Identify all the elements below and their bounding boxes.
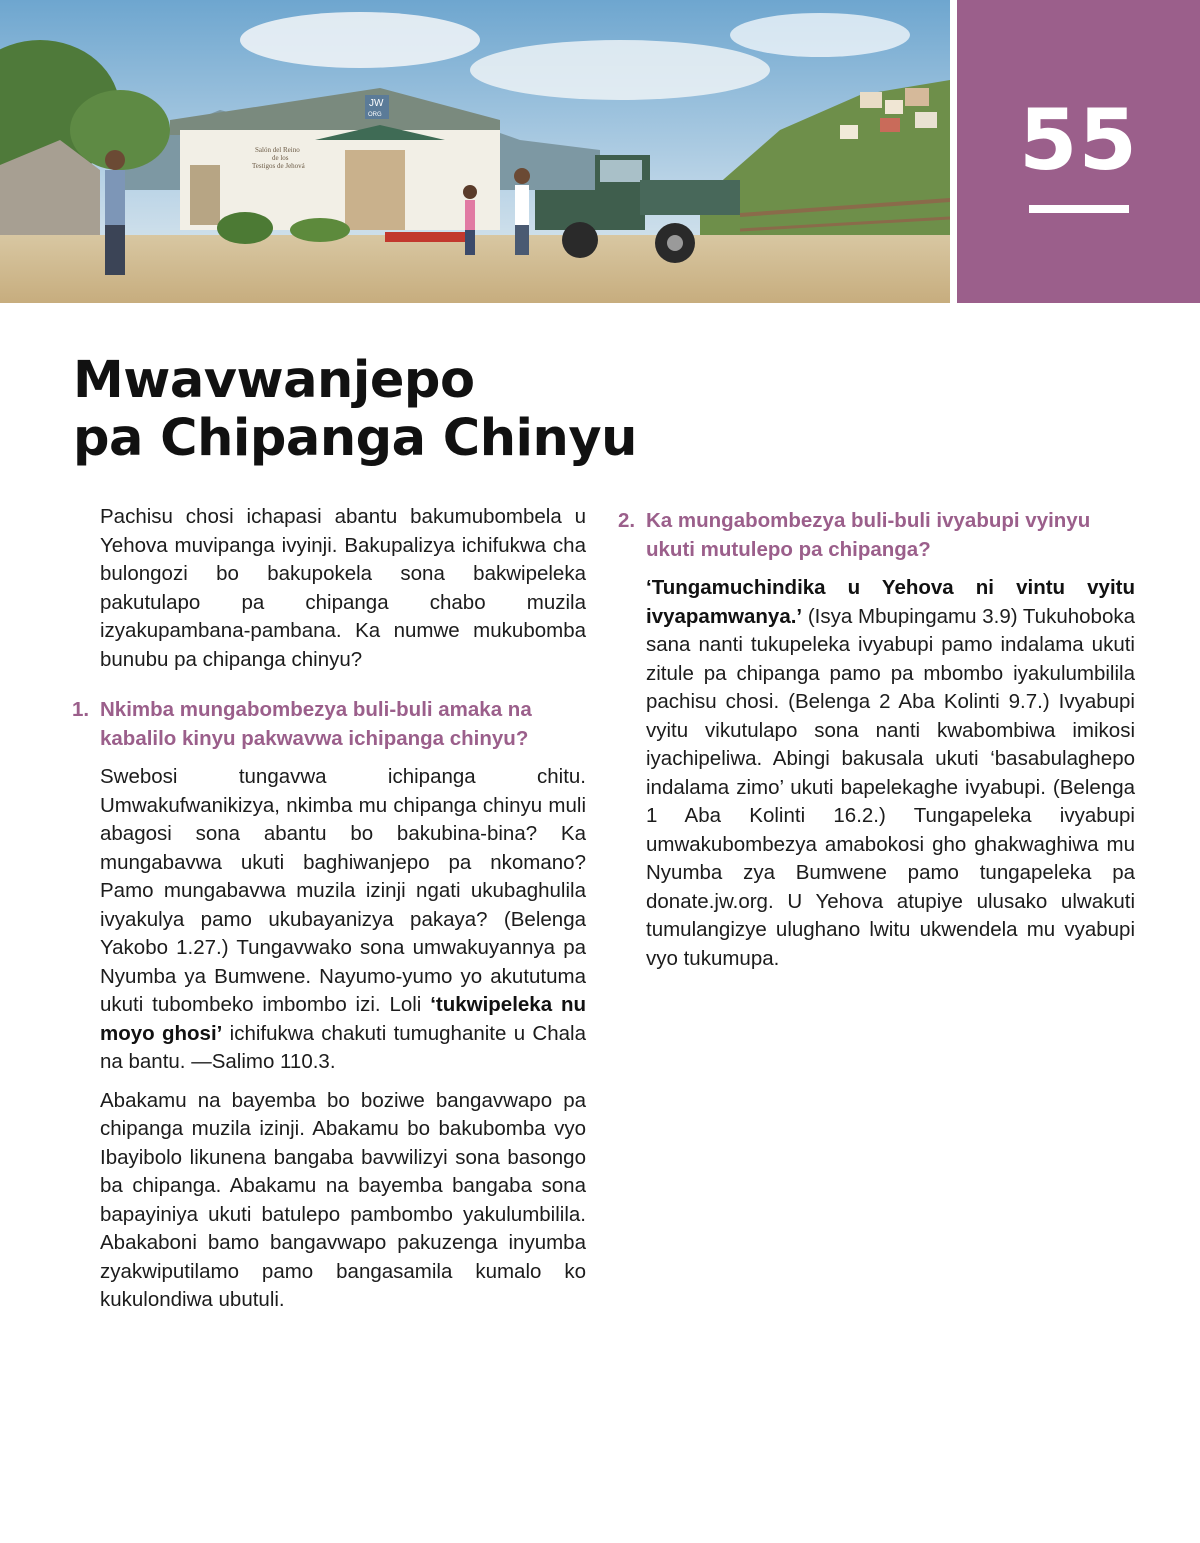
right-column xyxy=(618,503,1135,983)
hero-image xyxy=(0,0,950,303)
section-1-paragraph-2: Abakamu na bayemba bo boziwe bangavwapo pa chipanga muzila izinji. Abakamu bo bakubomba vyo Ibayibolo likunena bangaba bavwilizyi sona basongo ba chipanga. Abakamu na bayemba bangaba sona bapayiniya ukuti batulepo pambombo yakulumbilila. Abakaboni bamo bangavwapo pakuzenga inyumba zyakwiputilamo pamo bangasamila kumalo ko kukulondiwa ubutuli. xyxy=(100,1088,586,1311)
page-title-line-1: Mwavwanjepo xyxy=(73,351,475,410)
section-2-emphasis: ‘Tungamuchindika u Yehova ni vintu vyitu ivyapamwanya.’ xyxy=(646,576,1135,628)
section-2-question xyxy=(618,507,1135,564)
section-1-number: 1. xyxy=(72,698,90,721)
section-2-question-text: Ka mungabombezya buli-buli ivyabupi vyinyu ukuti mutulepo pa chipanga? xyxy=(646,509,1091,561)
jw-logo-text: JW xyxy=(369,98,384,109)
sign-line-2: de los xyxy=(272,154,289,162)
section-1-paragraph-1-end: ichifukwa chakuti tumughanite u Chala na bantu. —Salimo 110.3. xyxy=(100,1021,586,1073)
lesson-number-underline xyxy=(1029,205,1129,213)
sign-line-1: Salón del Reino xyxy=(255,146,300,154)
lesson-number: 55 xyxy=(1019,91,1138,189)
section-1-question xyxy=(72,696,586,753)
section-1-paragraph-1 xyxy=(100,763,586,1077)
intro-paragraph: Pachisu chosi ichapasi abantu bakumubombela u Yehova muvipanga ivyinji. Bakupalizya ichifukwa cha bulongozi bo bakupokela sona bakwipeleka pakutulapo pa chipanga chabo muzila izyakupambana-pambana. Ka numwe mukubomba bunubu pa chipanga chinyu? xyxy=(100,505,586,671)
jw-logo-org: ORG xyxy=(368,112,382,118)
page-title-line-2: pa Chipanga Chinyu xyxy=(73,409,637,468)
section-1-emphasis: ‘tukwipeleka nu moyo ghosi’ xyxy=(100,993,586,1045)
left-column xyxy=(72,503,586,1325)
section-1-paragraph-1-text: Swebosi tungavwa ichipanga chitu. Umwakufwanikizya, nkimba mu chipanga chinyu muli abagosi sona abantu bo bakubina-bina? Ka mungabavwa ukuti baghiwanjepo pa nkomano? Pamo mungabavwa muzila izinji ngati ukubaghulila ivyakulya pamo ukubayanizya pakaya? (Belenga Yakobo 1.27.) Tungavwako sona umwakuyannya pa Nyumba ya Bumwene. Nayumo-yumo yo akututuma ukuti tubombeko imbombo izi. Loli xyxy=(100,765,586,1016)
section-2-number: 2. xyxy=(618,509,636,532)
sign-line-3: Testigos de Jehová xyxy=(252,162,305,170)
section-1-question-text: Nkimba mungabombezya buli-buli amaka na kabalilo kinyu pakwavwa ichipanga chinyu? xyxy=(100,698,532,750)
section-2-paragraph-1 xyxy=(646,574,1135,973)
section-2-paragraph-1-text: (Isya Mbupingamu 3.9) Tukuhoboka sana nanti tukupeleka ivyabupi pamo indalama ukuti zitule pa chipanga pamo pa mbombo iyakulumbilila pachisu chosi. (Belenga 2 Aba Kolinti 9.7.) Ivyabupi vyitu vikutulapo sona nanti kwabombiwa imikosi iyachipeliwa. Abingi bakusala ukuti ‘basabulaghepo indalama zimo’ ukuti bapelekaghe ivyabupi. (Belenga 1 Aba Kolinti 16.2.) Tungapeleka ivyabupi umwakubombezya amabokosi gho ghakwaghiwa mu Nyumba zya Bumwene pamo tungapeleka pa donate.jw.org. U Yehova atupiye ulusako ulwakuti tumulangizye ulughano lwitu ukwendela mu vyabupi vyo tukumupa. xyxy=(646,604,1135,970)
page-title xyxy=(73,352,637,468)
lesson-number-box xyxy=(957,0,1200,303)
kingdom-hall-illustration xyxy=(0,0,950,303)
